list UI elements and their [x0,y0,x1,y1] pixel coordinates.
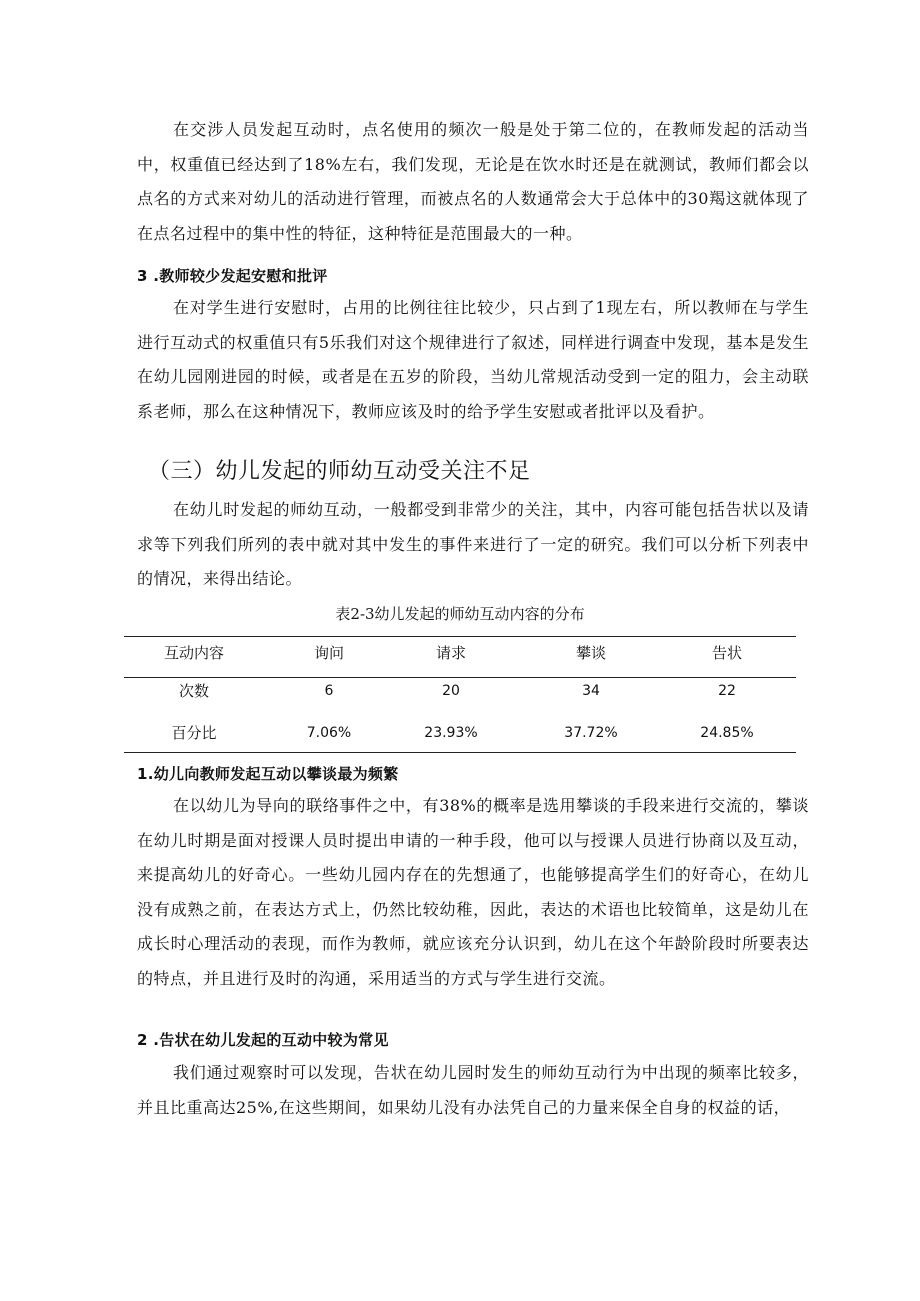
table-row [124,674,796,708]
table-cell: 6 [324,683,334,699]
header-cell: 互动内容 [163,644,224,662]
paragraph-chatting: 在以幼儿为导向的联络事件之中，有38%的概率是选用攀谈的手段来进行交流的，攀谈在幼儿时期是面对授课人员时提出申请的一种手段，他可以与授课人员进行协商以及互动，来提高幼儿的好奇心。一些幼儿园内存在的先想通了，也能够提高学生们的好奇心，在幼儿没有成熟之前，在表达方式上，仍然比较幼稚，因此，表达的术语也比较简单，这是幼儿在成长时心理活动的表现，而作为教师，就应该充分认识到，幼儿在这个年龄阶段时所要表达的特点，并且进行及时的沟通，采用适当的方式与学生进行交流。 [137,796,809,988]
paragraph-comfort: 在对学生进行安慰时，占用的比例往往比较少，只占到了1现左右，所以教师在与学生进行互动式的权重值只有5乐我们对这个规律进行了叙述，同样进行调查中发现，基本是发生在幼儿园刚进园的时候，或者是在五岁的阶段，当幼儿常规活动受到一定的阻力，会主动联系老师，那么在这种情况下，教师应该及时的给予学生安慰或者批评以及看护。 [137,298,809,421]
table-header-row [124,636,796,670]
subheading-tattling: 2 .告状在幼儿发起的互动中较为常见 [137,1031,389,1049]
section-heading: （三）幼儿发起的师幼互动受关注不足 [148,459,531,484]
table-cell: 22 [718,683,736,699]
table-cell: 37.72% [564,725,618,741]
subheading-chatting: 1.幼儿向教师发起互动以攀谈最为频繁 [137,765,399,783]
paragraph-roll-call: 在交涉人员发起互动时，点名使用的频次一般是处于第二位的，在教师发起的活动当中，权重值已经达到了18%左右，我们发现，无论是在饮水时还是在就测试，教师们都会以点名的方式来对幼儿的活动进行管理，而被点名的人数通常会大于总体中的30羯这就体现了在点名过程中的集中性的特征，这种特征是范围最大的一种。 [137,120,809,243]
header-cell: 请求 [435,644,466,662]
paragraph-child-initiated: 在幼儿时发起的师幼互动，一般都受到非常少的关注，其中，内容可能包括告状以及请求等下列我们所列的表中就对其中发生的事件来进行了一定的研究。我们可以分析下列表中的情况，来得出结论。 [137,500,809,588]
header-cell: 攀谈 [575,644,606,662]
header-cell: 告状 [711,644,742,662]
table-cell: 23.93% [424,725,478,741]
table-cell: 24.85% [700,725,754,741]
table-caption: 表2-3幼儿发起的师幼互动内容的分布 [335,605,585,623]
table-cell: 20 [442,683,460,699]
table-cell: 7.06% [306,725,352,741]
row-label-cell: 百分比 [171,724,217,742]
header-cell: 询问 [313,644,344,662]
subheading-comfort-criticism: 3 .教师较少发起安慰和批评 [137,267,328,285]
paragraph-tattling: 我们通过观察时可以发现，告状在幼儿园时发生的师幼互动行为中出现的频率比较多，并且比重高达25%,在这些期间，如果幼儿没有办法凭自己的力量来保全自身的权益的话， [137,1063,809,1117]
row-label-cell: 次数 [178,682,209,700]
table-bottom-rule [124,752,796,753]
table-row [124,716,796,750]
table-cell: 34 [582,683,600,699]
